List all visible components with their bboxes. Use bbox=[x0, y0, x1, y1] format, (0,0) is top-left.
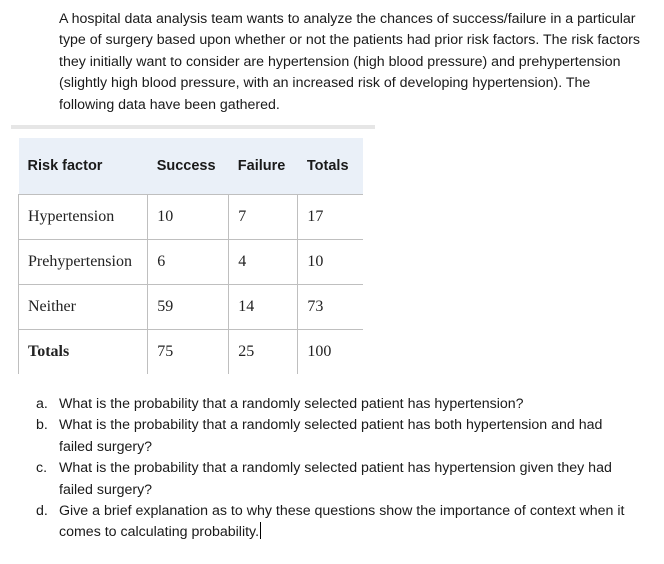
question-marker: c. bbox=[36, 460, 48, 477]
header-totals: Totals bbox=[298, 138, 363, 195]
table-row-totals bbox=[19, 330, 364, 375]
question-marker: d. bbox=[36, 503, 48, 520]
table-row bbox=[19, 195, 364, 240]
success-cell: 6 bbox=[148, 240, 229, 285]
row-label: Prehypertension bbox=[19, 240, 148, 285]
question-text: Give a brief explanation as to why these questions show the importance of context when it comes to calculating probability. bbox=[59, 503, 625, 541]
header-failure: Failure bbox=[229, 138, 298, 195]
list-item[interactable] bbox=[36, 501, 636, 544]
intro-paragraph: A hospital data analysis team wants to analyze the chances of success/failure in a particular type of surgery based upon whether or not the patients had prior risk factors. The risk factors they initially want to consider are hypertension (high blood pressure) and prehypertension (slightly high blood pressure, with an increased risk of developing hypertension). The following data have been gathered. bbox=[59, 11, 640, 113]
success-cell: 75 bbox=[148, 330, 229, 375]
text-cursor bbox=[260, 522, 261, 539]
row-label: Hypertension bbox=[19, 195, 148, 240]
question-marker: b. bbox=[36, 417, 48, 434]
header-risk-factor: Risk factor bbox=[19, 138, 148, 195]
failure-cell: 25 bbox=[229, 330, 298, 375]
totals-cell: 73 bbox=[298, 285, 363, 330]
failure-cell: 7 bbox=[229, 195, 298, 240]
question-text-editable[interactable] bbox=[59, 501, 636, 544]
question-text: What is the probability that a randomly selected patient has both hypertension and had failed surgery? bbox=[59, 417, 603, 455]
divider bbox=[11, 125, 375, 129]
table-header-row bbox=[19, 138, 364, 195]
question-text: What is the probability that a randomly selected patient has hypertension given they had failed surgery? bbox=[59, 460, 612, 498]
list-item bbox=[36, 415, 636, 458]
totals-cell: 100 bbox=[298, 330, 363, 375]
row-label: Totals bbox=[19, 330, 148, 375]
header-success: Success bbox=[148, 138, 229, 195]
row-label: Neither bbox=[19, 285, 148, 330]
failure-cell: 14 bbox=[229, 285, 298, 330]
success-cell: 59 bbox=[148, 285, 229, 330]
failure-cell: 4 bbox=[229, 240, 298, 285]
table-row bbox=[19, 240, 364, 285]
totals-cell: 17 bbox=[298, 195, 363, 240]
question-list bbox=[36, 394, 636, 544]
table-row bbox=[19, 285, 364, 330]
totals-cell: 10 bbox=[298, 240, 363, 285]
question-marker: a. bbox=[36, 396, 48, 412]
list-item bbox=[36, 394, 636, 415]
risk-factor-table bbox=[18, 138, 363, 374]
list-item bbox=[36, 458, 636, 501]
success-cell: 10 bbox=[148, 195, 229, 240]
question-text: What is the probability that a randomly selected patient has hypertension? bbox=[59, 396, 524, 412]
